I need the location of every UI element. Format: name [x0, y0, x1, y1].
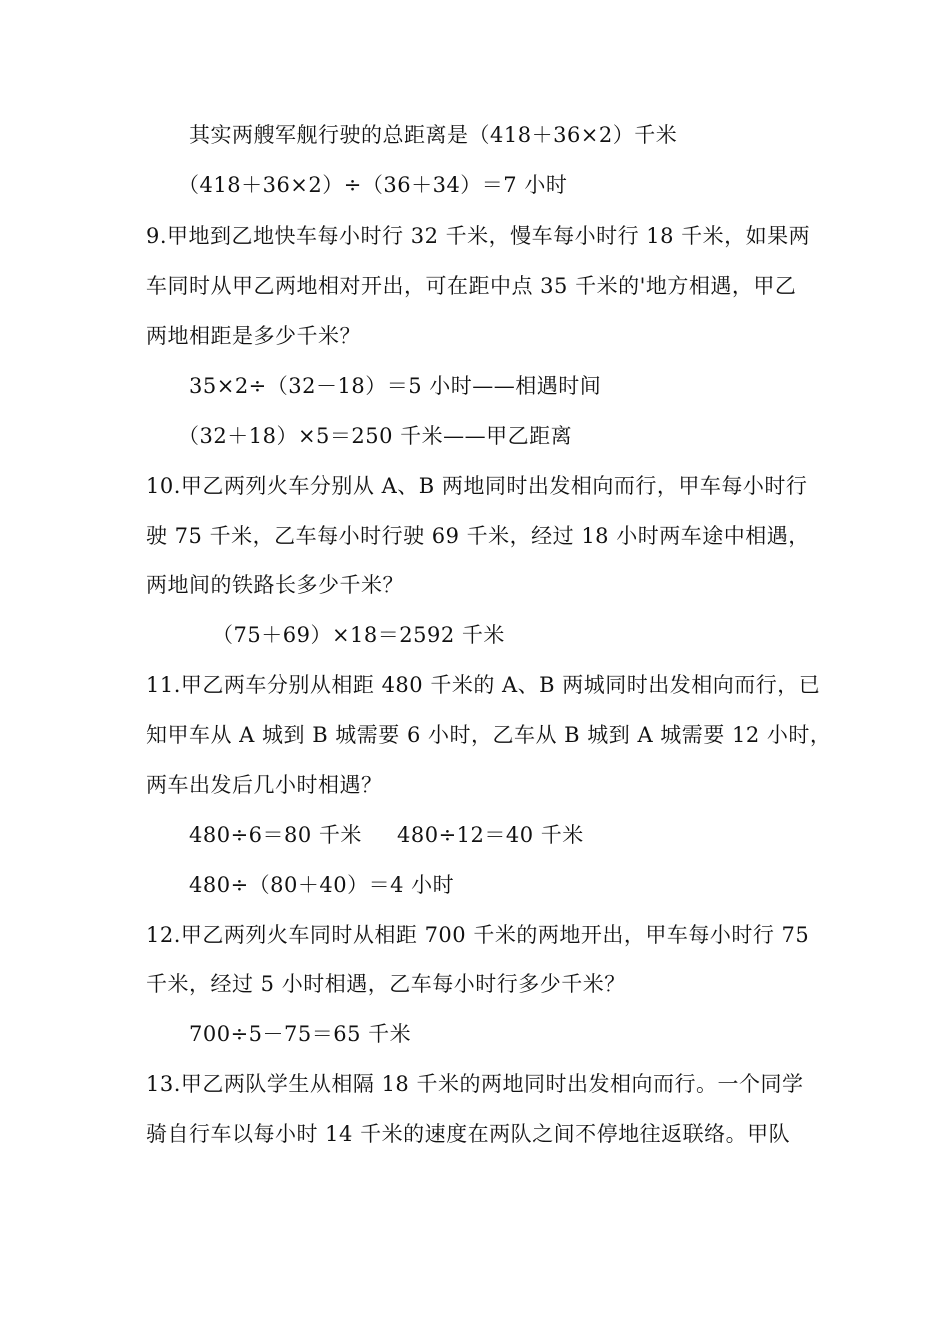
problem-10-line-1: 10.甲乙两列火车分别从 A、B 两地同时出发相向而行，甲车每小时行 — [146, 474, 808, 498]
problem-9-line-2: 车同时从甲乙两地相对开出，可在距中点 35 千米的'地方相遇，甲乙 — [146, 274, 797, 298]
problem-10-line-3: 两地间的铁路长多少千米？ — [146, 573, 404, 597]
problem-12-solution: 700÷5－75＝65 千米 — [189, 1022, 412, 1046]
problem-11-solution-2: 480÷（80＋40）＝4 小时 — [189, 873, 455, 897]
problem-13-line-1: 13.甲乙两队学生从相隔 18 千米的两地同时出发相向而行。一个同学 — [146, 1072, 804, 1096]
problem-11-solution-1a: 480÷6＝80 千米 — [189, 823, 362, 847]
problem-11-line-1: 11.甲乙两车分别从相距 480 千米的 A、B 两城同时出发相向而行，已 — [146, 673, 821, 697]
problem-9-solution-1: 35×2÷（32－18）＝5 小时——相遇时间 — [189, 374, 602, 398]
problem-10-solution: （75＋69）×18＝2592 千米 — [212, 623, 505, 647]
problem-9-line-1: 9.甲地到乙地快车每小时行 32 千米，慢车每小时行 18 千米，如果两 — [146, 224, 811, 248]
text-line-1: 其实两艘军舰行驶的总距离是（418＋36×2）千米 — [189, 123, 678, 147]
problem-11-line-2: 知甲车从 A 城到 B 城需要 6 小时，乙车从 B 城到 A 城需要 12 小时， — [146, 723, 832, 747]
problem-11-line-3: 两车出发后几小时相遇？ — [146, 773, 383, 797]
problem-10-line-2: 驶 75 千米，乙车每小时行驶 69 千米，经过 18 小时两车途中相遇， — [146, 524, 810, 548]
problem-9-line-3: 两地相距是多少千米？ — [146, 324, 361, 348]
text-line-2: （418＋36×2）÷（36＋34）＝7 小时 — [178, 173, 568, 197]
problem-12-line-2: 千米，经过 5 小时相遇，乙车每小时行多少千米？ — [146, 972, 626, 996]
problem-9-solution-2: （32＋18）×5＝250 千米——甲乙距离 — [178, 424, 573, 448]
problem-11-solution-1b: 480÷12＝40 千米 — [397, 823, 584, 847]
problem-12-line-1: 12.甲乙两列火车同时从相距 700 千米的两地开出，甲车每小时行 75 — [146, 923, 810, 947]
problem-13-line-2: 骑自行车以每小时 14 千米的速度在两队之间不停地往返联络。甲队 — [146, 1122, 791, 1146]
